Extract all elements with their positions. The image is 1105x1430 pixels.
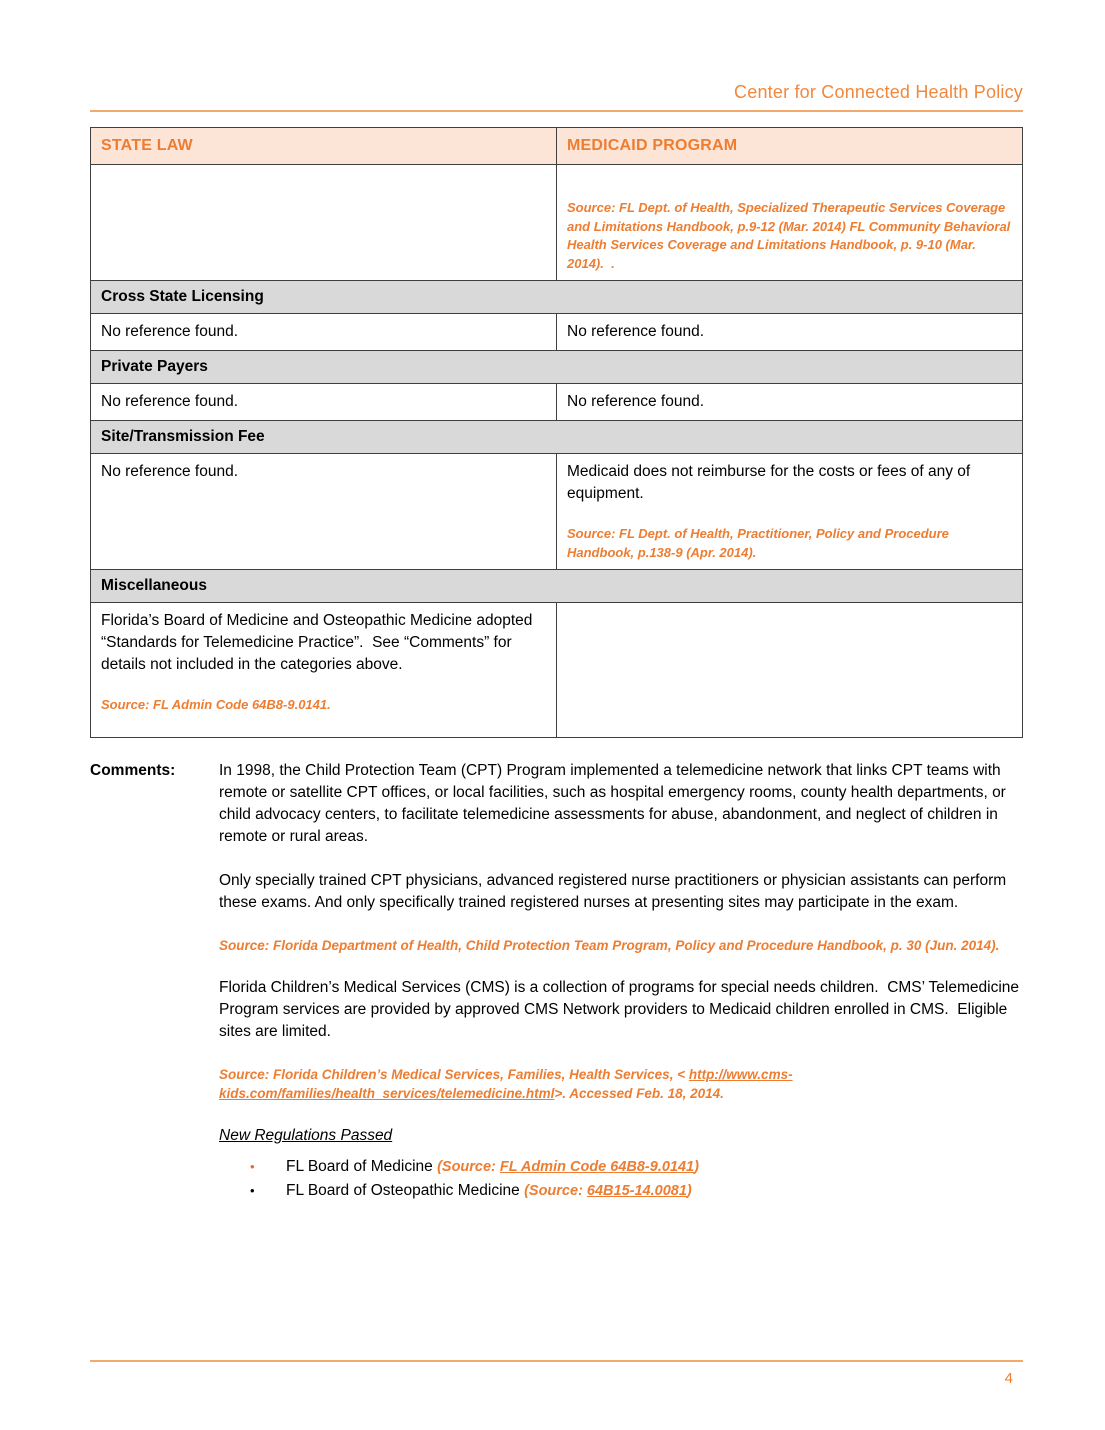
table-row-cross-state [91, 314, 1023, 351]
section-row-private-payers [91, 351, 1023, 384]
source-citation: Source: FL Admin Code 64B8-9.0141. [101, 697, 331, 712]
section-row-miscellaneous [91, 570, 1023, 603]
page-title: Center for Connected Health Policy [734, 82, 1023, 102]
column-header-medicaid-program: MEDICAID PROGRAM [557, 128, 1023, 165]
table-row-top-source [91, 165, 1023, 281]
footer-rule [90, 1360, 1023, 1362]
comments-paragraph-1: In 1998, the Child Protection Team (CPT) Program implemented a telemedicine network that links CPT teams with remote or satellite CPT offices, or local facilities, such as hospital emergency rooms, county health departments, or child advocacy centers, to facilitate telemedicine assessments for abuse, abandonment, and neglect of children in remote or rural areas. [219, 762, 1011, 845]
section-row-cross-state-licensing [91, 281, 1023, 314]
bullet-icon: • [250, 1183, 255, 1198]
page-number: 4 [1004, 1370, 1013, 1387]
page-footer [90, 1360, 1023, 1387]
osteopathic-code-link[interactable]: 64B15-14.0081 [586, 1183, 687, 1199]
medicaid-cell [557, 454, 1023, 570]
comments-label: Comments: [90, 762, 176, 779]
comments-paragraph-2: Only specially trained CPT physicians, advanced registered nurse practitioners or physician assistants can perform these exams. And only specifically trained registered nurses at presenting sites may participate in the exam. [219, 872, 1011, 911]
source-citation-with-link [219, 1065, 1023, 1103]
cms-kids-telemedicine-link[interactable]: http://www.cms-kids.com/families/health_services/telemedicine.html [219, 1067, 793, 1101]
medicaid-cell-empty [557, 603, 1023, 738]
state-law-cell: No reference found. [91, 384, 557, 421]
source-text: Source: Florida Children’s Medical Services, Families, Health Services, < [219, 1067, 689, 1082]
comments-paragraph-3: Florida Children’s Medical Services (CMS) is a collection of programs for special needs children. CMS’ Telemedicine Program services are provided by approved CMS Network providers to Medicaid children enrolled in CMS. Eligible sites are limited. [219, 979, 1024, 1040]
table-row-site-fee [91, 454, 1023, 570]
state-law-medicaid-table [90, 127, 1023, 738]
section-header-private-payers: Private Payers [91, 351, 1023, 384]
comments-section [90, 760, 1023, 1203]
column-header-state-law: STATE LAW [91, 128, 557, 165]
list-item-fl-board-of-osteopathic-medicine [219, 1179, 1023, 1203]
comments-body [219, 760, 1023, 1203]
bullet-text: FL Board of Medicine [286, 1158, 438, 1175]
bullet-source: (Source: 64B15-14.0081) [524, 1183, 692, 1199]
bullet-text: FL Board of Osteopathic Medicine [286, 1182, 525, 1199]
list-item-fl-board-of-medicine [219, 1155, 1023, 1179]
source-text: >. Accessed Feb. 18, 2014. [554, 1086, 724, 1101]
medicaid-cell: No reference found. [557, 314, 1023, 351]
section-header-site-transmission-fee: Site/Transmission Fee [91, 421, 1023, 454]
section-header-cross-state-licensing: Cross State Licensing [91, 281, 1023, 314]
source-citation: Source: FL Dept. of Health, Specialized Therapeutic Services Coverage and Limitations Handbook, p.9-12 (Mar. 2014) FL Community Behavioral Health Services Coverage and Limitations Handbook, p. 9-10 (Mar. 2014). . [567, 200, 1014, 271]
bullet-icon: • [250, 1159, 255, 1174]
bullet-source: (Source: FL Admin Code 64B8-9.0141) [437, 1159, 699, 1175]
header-rule [90, 110, 1023, 112]
state-law-cell [91, 603, 557, 738]
medicaid-cell: No reference found. [557, 384, 1023, 421]
state-law-cell: No reference found. [91, 314, 557, 351]
state-law-cell-empty [91, 165, 557, 281]
source-citation: Source: FL Dept. of Health, Practitioner, Policy and Procedure Handbook, p.138-9 (Apr. 2014). [567, 526, 953, 560]
state-law-cell: No reference found. [91, 454, 557, 570]
fl-admin-code-link[interactable]: FL Admin Code 64B8-9.0141 [499, 1159, 695, 1175]
table-row-miscellaneous [91, 603, 1023, 738]
misc-state-law-text: Florida’s Board of Medicine and Osteopathic Medicine adopted “Standards for Telemedicine Practice”. See “Comments” for details not included in the categories above. [101, 612, 537, 673]
section-header-miscellaneous: Miscellaneous [91, 570, 1023, 603]
source-citation: Source: Florida Department of Health, Child Protection Team Program, Policy and Procedure Handbook, p. 30 (Jun. 2014). [219, 938, 1000, 953]
table-row-private-payers [91, 384, 1023, 421]
medicaid-cell-source [557, 165, 1023, 281]
new-regulations-heading: New Regulations Passed [219, 1127, 393, 1144]
medicaid-site-fee-text: Medicaid does not reimburse for the costs or fees of any of equipment. [567, 463, 975, 502]
section-row-site-transmission-fee [91, 421, 1023, 454]
table-header-row [91, 128, 1023, 165]
document-header [90, 0, 1023, 112]
